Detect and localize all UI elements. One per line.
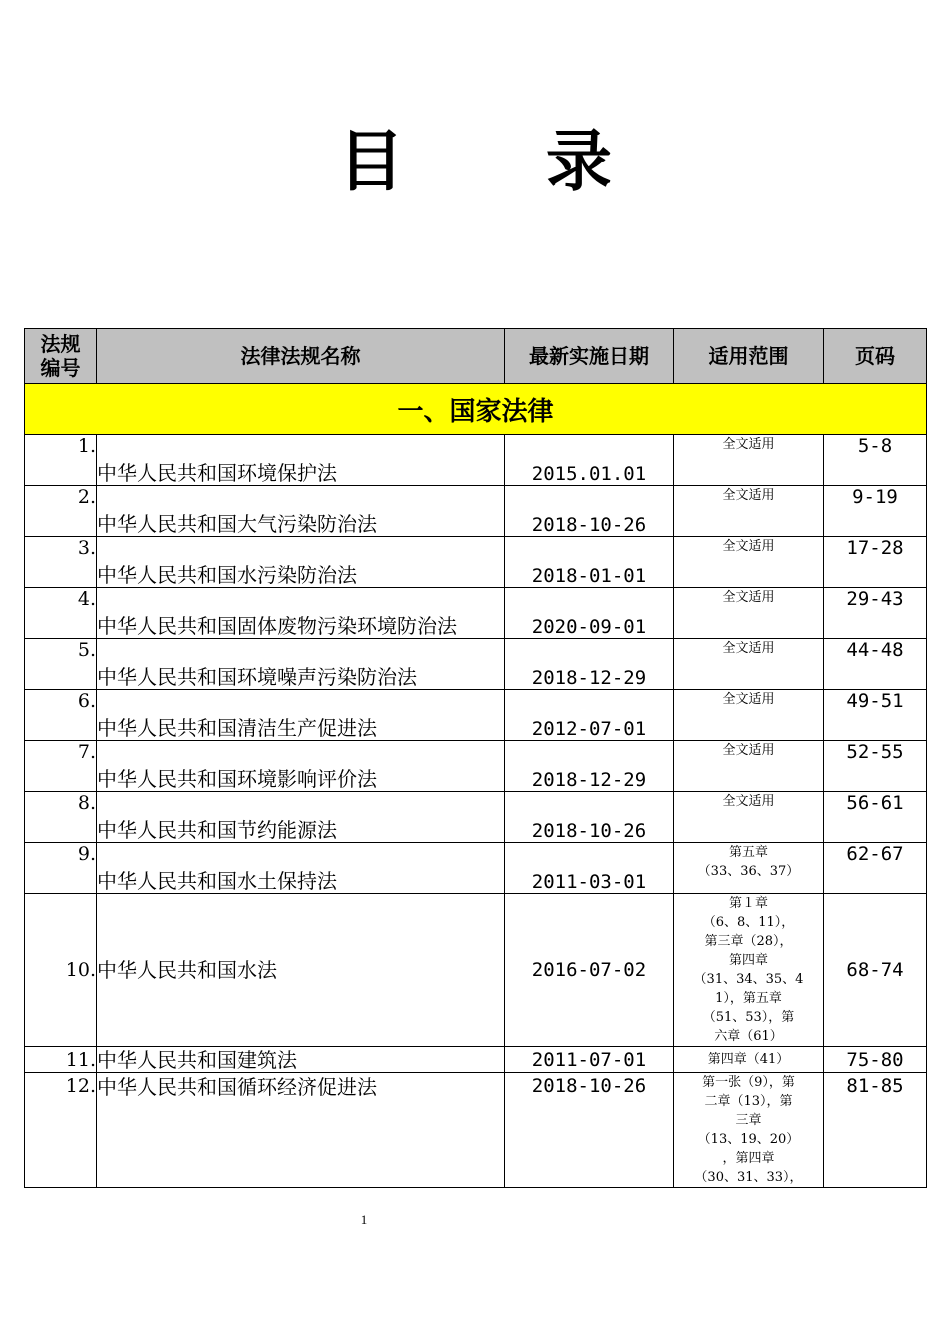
page-range: 62-67 (824, 843, 927, 894)
applicable-scope: 全文适用 (674, 588, 824, 639)
table-row (25, 843, 927, 894)
row-number: 7. (25, 741, 97, 792)
applicable-scope: 全文适用 (674, 435, 824, 486)
applicable-scope: 全文适用 (674, 741, 824, 792)
page-range: 52-55 (824, 741, 927, 792)
page-range: 9-19 (824, 486, 927, 537)
effective-date: 2018-12-29 (505, 741, 674, 792)
effective-date: 2018-10-26 (505, 1073, 674, 1188)
row-number: 1. (25, 435, 97, 486)
row-number: 4. (25, 588, 97, 639)
table-row (25, 588, 927, 639)
page-range: 56-61 (824, 792, 927, 843)
table-row (25, 1073, 927, 1188)
regulation-name: 中华人民共和国水土保持法 (97, 843, 505, 894)
table-row (25, 639, 927, 690)
page-number: 1 (360, 1212, 368, 1227)
effective-date: 2016-07-02 (505, 894, 674, 1047)
table-row (25, 537, 927, 588)
effective-date: 2012-07-01 (505, 690, 674, 741)
regulation-name: 中华人民共和国环境影响评价法 (97, 741, 505, 792)
regulation-name: 中华人民共和国节约能源法 (97, 792, 505, 843)
document-title: 目 录 (338, 123, 672, 200)
row-number: 9. (25, 843, 97, 894)
applicable-scope: 第一张（9），第 二章（13），第 三章 （13、19、20） ，第四章 （30、31、33）， (674, 1073, 824, 1188)
regulation-name: 中华人民共和国环境保护法 (97, 435, 505, 486)
page-range: 68-74 (824, 894, 927, 1047)
applicable-scope: 全文适用 (674, 537, 824, 588)
regulation-name: 中华人民共和国固体废物污染环境防治法 (97, 588, 505, 639)
table-row (25, 894, 927, 1047)
regulation-name: 中华人民共和国大气污染防治法 (97, 486, 505, 537)
regulation-name: 中华人民共和国环境噪声污染防治法 (97, 639, 505, 690)
applicable-scope: 全文适用 (674, 690, 824, 741)
header-code: 法规 编号 (25, 329, 97, 384)
table-row (25, 486, 927, 537)
section-title: 一、国家法律 (25, 384, 927, 435)
effective-date: 2018-10-26 (505, 792, 674, 843)
table-row (25, 792, 927, 843)
effective-date: 2018-10-26 (505, 486, 674, 537)
row-number: 3. (25, 537, 97, 588)
row-number: 2. (25, 486, 97, 537)
regulation-name: 中华人民共和国循环经济促进法 (97, 1073, 505, 1188)
effective-date: 2011-07-01 (505, 1047, 674, 1073)
effective-date: 2018-12-29 (505, 639, 674, 690)
row-number: 5. (25, 639, 97, 690)
header-scope: 适用范围 (674, 329, 824, 384)
page-range: 44-48 (824, 639, 927, 690)
effective-date: 2018-01-01 (505, 537, 674, 588)
table-row (25, 1047, 927, 1073)
page-range: 81-85 (824, 1073, 927, 1188)
row-number: 11. (25, 1047, 97, 1073)
row-number: 8. (25, 792, 97, 843)
table-row (25, 741, 927, 792)
table-header-row (25, 329, 927, 384)
regulation-name: 中华人民共和国水污染防治法 (97, 537, 505, 588)
effective-date: 2020-09-01 (505, 588, 674, 639)
regulation-name: 中华人民共和国建筑法 (97, 1047, 505, 1073)
applicable-scope: 第１章 （6、8、11）， 第三章（28）， 第四章 （31、34、35、4 1），第五章 （51、53），第 六章（61） (674, 894, 824, 1047)
header-name: 法律法规名称 (97, 329, 505, 384)
page-range: 5-8 (824, 435, 927, 486)
regulation-name: 中华人民共和国清洁生产促进法 (97, 690, 505, 741)
applicable-scope: 全文适用 (674, 639, 824, 690)
header-pages: 页码 (824, 329, 927, 384)
page-range: 75-80 (824, 1047, 927, 1073)
row-number: 6. (25, 690, 97, 741)
effective-date: 2015.01.01 (505, 435, 674, 486)
regulations-table (24, 328, 927, 1188)
applicable-scope: 第四章（41） (674, 1047, 824, 1073)
table-row (25, 690, 927, 741)
row-number: 10. (25, 894, 97, 1047)
applicable-scope: 全文适用 (674, 792, 824, 843)
applicable-scope: 第五章 （33、36、37） (674, 843, 824, 894)
row-number: 12. (25, 1073, 97, 1188)
table-row (25, 435, 927, 486)
page-range: 49-51 (824, 690, 927, 741)
effective-date: 2011-03-01 (505, 843, 674, 894)
applicable-scope: 全文适用 (674, 486, 824, 537)
header-date: 最新实施日期 (505, 329, 674, 384)
page-range: 29-43 (824, 588, 927, 639)
page-range: 17-28 (824, 537, 927, 588)
regulation-name: 中华人民共和国水法 (97, 894, 505, 1047)
section-row (25, 384, 927, 435)
